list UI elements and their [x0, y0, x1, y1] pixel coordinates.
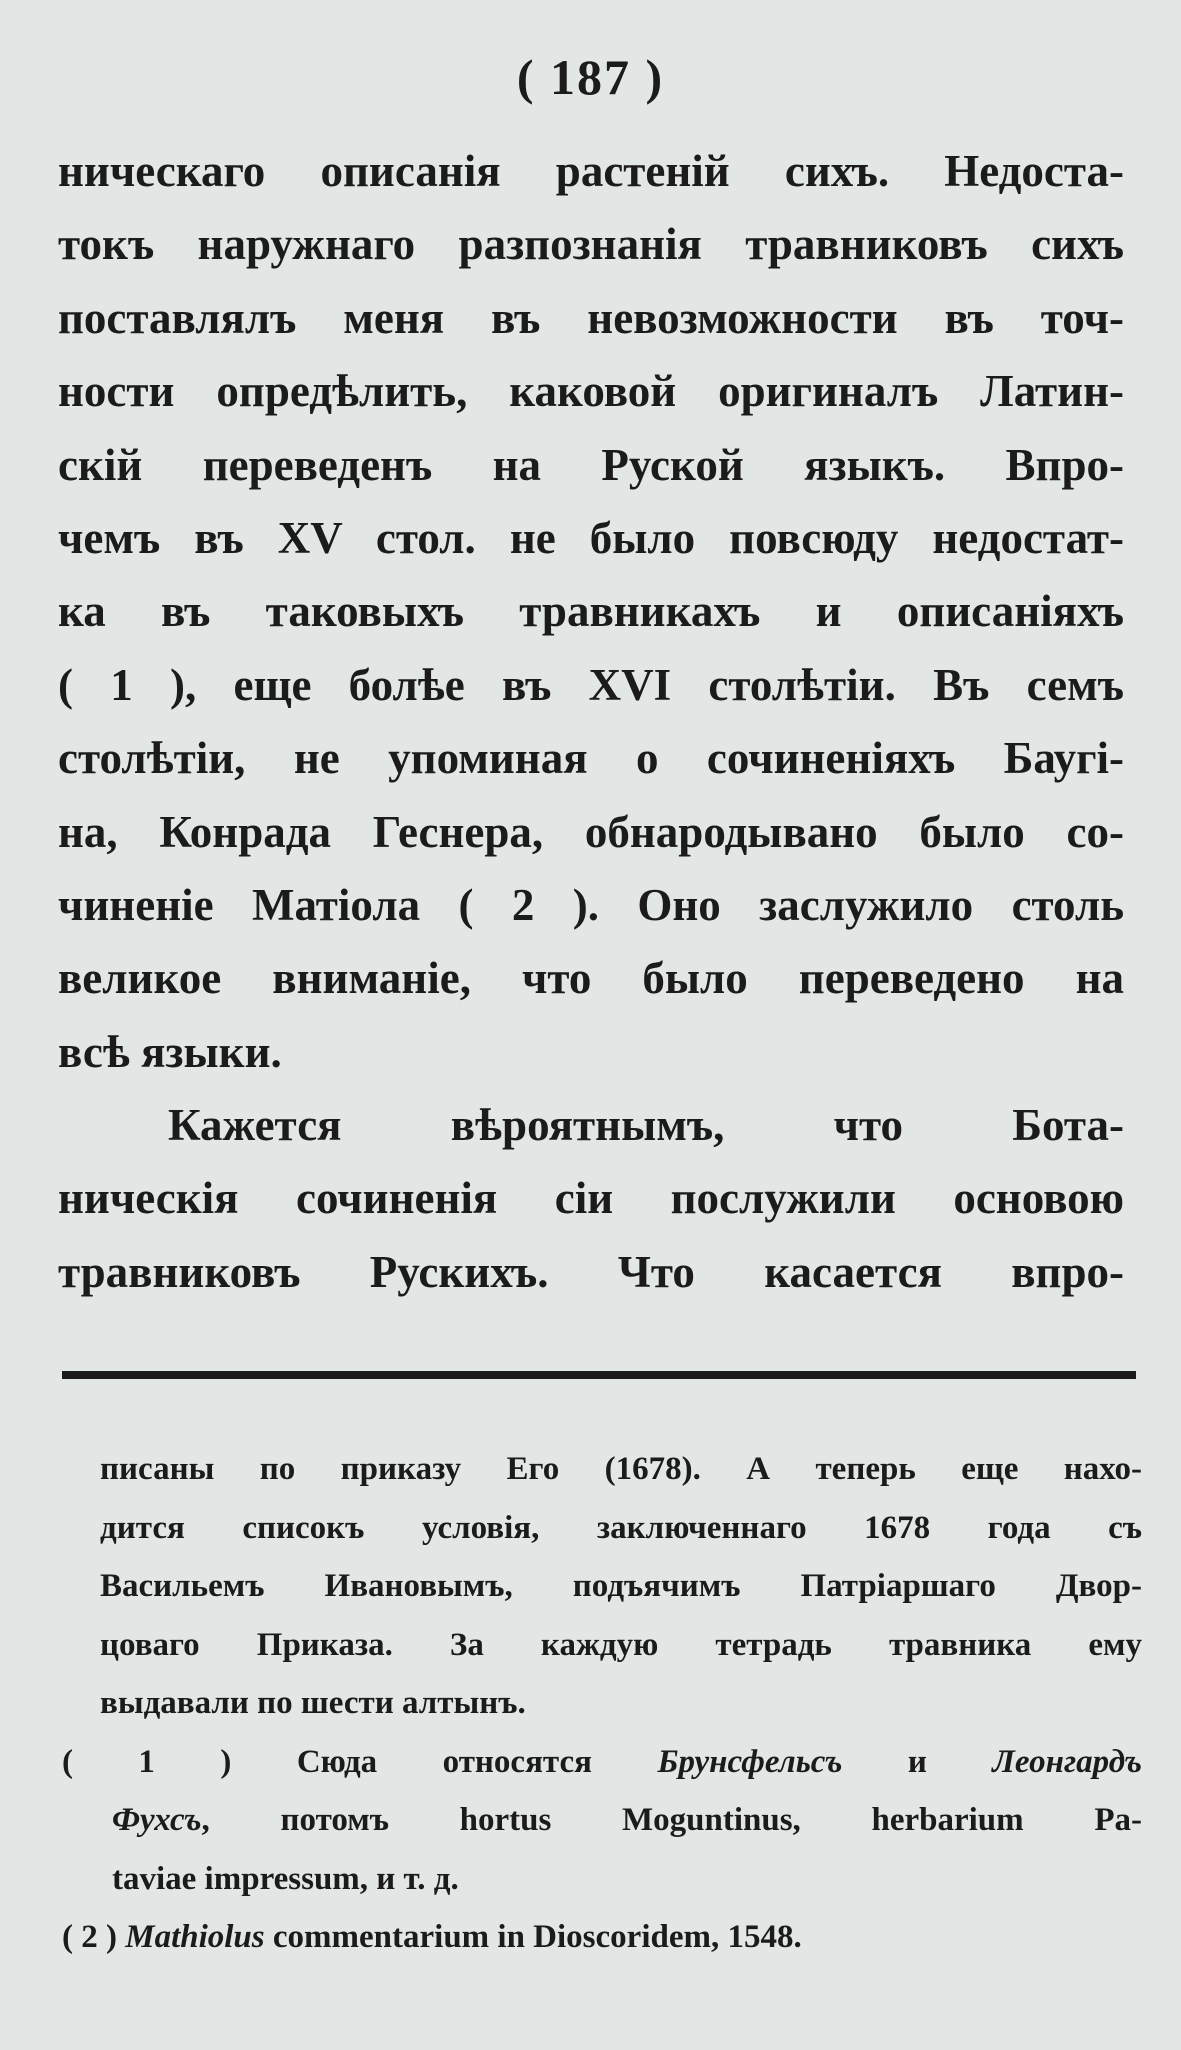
text-line: чиненіе Матіола ( 2 ). Оно заслужило столь — [58, 879, 1124, 930]
footnote-2 — [62, 1908, 1142, 1967]
footnote-marker: ( 1 ) — [62, 1743, 232, 1780]
text-line: поставлялъ меня въ невозможности въ точ- — [58, 292, 1124, 343]
text-line: столѣтіи, не упоминая о сочиненіяхъ Баугі- — [58, 733, 1124, 784]
footnote-continuation-line: Васильемъ Ивановымъ, подъячимъ Патріаршаго Двор- — [100, 1568, 1142, 1604]
text-line: ническія сочиненія сіи послужили основою — [58, 1173, 1124, 1224]
footnote-1 — [62, 1733, 1142, 1792]
text-line: на, Конрада Геснера, обнародывано было со- — [58, 806, 1124, 857]
text-line: великое вниманіе, что было переведено на — [58, 953, 1124, 1004]
text-line: чемъ въ XV стол. не было повсюду недостат- — [58, 512, 1124, 563]
text-line: скій переведенъ на Руской языкъ. Впро- — [58, 439, 1124, 490]
footnote-marker: ( 2 ) — [62, 1919, 117, 1955]
text-line: травниковъ Рускихъ. Что касается впро- — [58, 1246, 1124, 1297]
text-line: ( 1 ), еще болѣе въ XVI столѣтіи. Въ семъ — [58, 659, 1124, 710]
footnote-1-line-3: taviae impressum, и т. д. — [112, 1860, 459, 1897]
footnote-name: Брунсфельсъ — [657, 1743, 843, 1780]
footnote-name: Леонгардъ — [992, 1743, 1142, 1780]
text-line: токъ наружнаго разпознанія травниковъ сихъ — [58, 219, 1124, 270]
footnote-continuation-line: дится списокъ условія, заключеннаго 1678 года съ — [100, 1509, 1142, 1546]
footnotes-block — [62, 1440, 1142, 1967]
footnote-text: , потомъ hortus Moguntinus, herbarium Pa- — [201, 1802, 1142, 1838]
text-line: ническаго описанія растеній сихъ. Недоста- — [58, 146, 1124, 196]
footnote-continuation-line: выдавали по шести алтынъ. — [100, 1685, 526, 1721]
footnote-separator — [62, 1371, 1136, 1379]
footnote-1-line-2 — [62, 1791, 1142, 1850]
text-line: всѣ языки. — [58, 1026, 282, 1077]
footnote-text: Сюда относятся — [296, 1743, 593, 1780]
text-line: ка въ таковыхъ травникахъ и описаніяхъ — [58, 586, 1124, 637]
footnote-text: commentarium in Dioscoridem, 1548. — [272, 1919, 802, 1955]
text-line: Кажется вѣроятнымъ, что Бота- — [168, 1100, 1124, 1151]
main-text-block — [58, 135, 1124, 1309]
text-line: ности опредѣлить, каковой оригиналъ Латин- — [58, 366, 1124, 417]
footnote-continuation-line: цоваго Приказа. За каждую тетрадь травника ему — [100, 1626, 1142, 1663]
footnote-continuation-line: писаны по приказу Его (1678). А теперь еще нахо- — [100, 1451, 1142, 1487]
page-number: ( 187 ) — [516, 49, 665, 105]
footnote-author: Mathiolus — [125, 1919, 265, 1955]
footnote-text: и — [907, 1743, 927, 1780]
footnote-name: Фухсъ — [112, 1802, 202, 1838]
